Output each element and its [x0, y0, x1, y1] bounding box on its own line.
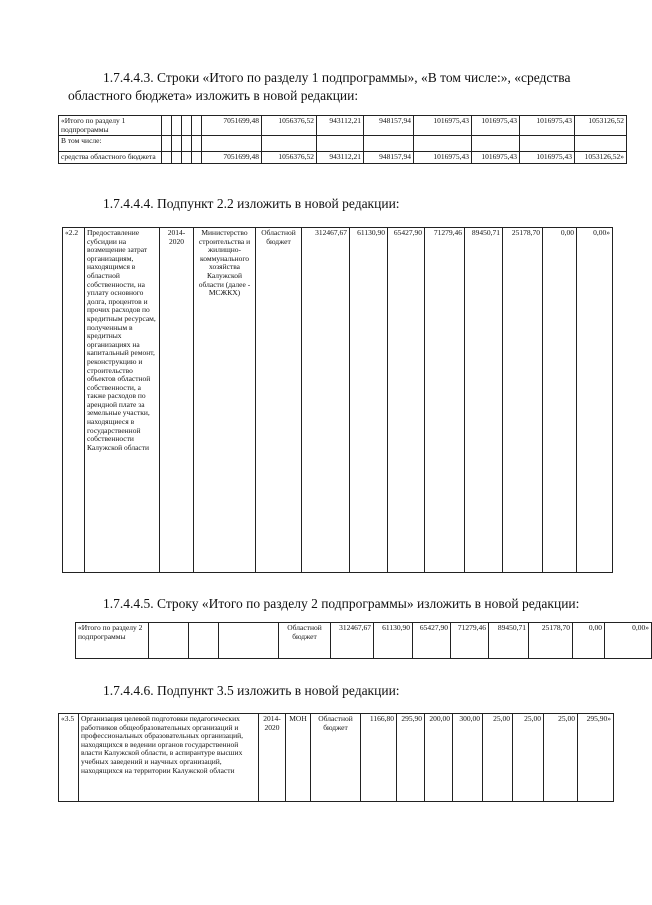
value-cell: 1056376,52: [262, 116, 317, 136]
table-row: [59, 116, 627, 136]
paragraph-1-7-4-4-5: 1.7.4.4.5. Строку «Итого по разделу 2 подпрограммы» изложить в новой редакции:: [103, 596, 580, 611]
value-cell: 0,00»: [577, 228, 613, 573]
value-cell: 7051699,48: [202, 152, 262, 164]
table-row: [59, 714, 614, 802]
value-cell: 1053126,52: [575, 116, 627, 136]
value-cell: 65427,90: [413, 623, 451, 659]
value-cell: 1053126,52»: [575, 152, 627, 164]
value-cell: 1056376,52: [262, 152, 317, 164]
value-cell: 200,00: [425, 714, 453, 802]
value-cell: 25178,70: [529, 623, 573, 659]
value-cell: 25178,70: [503, 228, 543, 573]
paragraph-1-7-4-4-3-line1: 1.7.4.4.3. Строки «Итого по разделу 1 подпрограммы», «В том числе:», «средства: [103, 70, 571, 85]
item-number: «3.5: [59, 714, 79, 802]
value-cell: 1016975,43: [472, 116, 520, 136]
value-cell: 0,00»: [605, 623, 652, 659]
value-cell: 0,00: [543, 228, 577, 573]
value-cell: 71279,46: [425, 228, 465, 573]
item-source: Областной бюджет: [256, 228, 302, 573]
value-cell: 295,90»: [578, 714, 614, 802]
row-label: средства областного бюджета: [59, 152, 162, 164]
value-cell: 300,00: [453, 714, 483, 802]
value-cell: 943112,21: [317, 152, 364, 164]
item-source: Областной бюджет: [311, 714, 361, 802]
table-row: [76, 623, 652, 659]
value-cell: 89450,71: [489, 623, 529, 659]
value-cell: 25,00: [513, 714, 544, 802]
value-cell: 312467,67: [302, 228, 350, 573]
row-label: В том числе:: [59, 136, 162, 152]
table-totals-section-2: [75, 622, 652, 659]
item-name: Организация целевой подготовки педагогических работников общеобразовательных организаций и профессиональных образовательных организаций, находящихся в ведении органов государственной власти Калужской области, в аспирантуре высших учебных заведений и научных организаций, находящихся на территории Калужской области: [79, 714, 259, 802]
value-cell: 948157,94: [364, 152, 414, 164]
value-cell: 1166,80: [361, 714, 397, 802]
item-executor: МОН: [286, 714, 311, 802]
value-cell: 312467,67: [331, 623, 374, 659]
item-name: Предоставление субсидии на возмещение затрат организациям, находящимся в областной собственности, на уплату основного долга, процентов и прочих расходов по кредитным ресурсам, полученным в кредитных организациях на капитальный ремонт, реконструкцию и строительство объектов областной собственности, а также расходов по арендной плате за земельные участки, находящиеся в государственной собственности Калужской области: [85, 228, 160, 573]
value-cell: 65427,90: [388, 228, 425, 573]
table-subitem-2-2: [62, 227, 613, 573]
item-period: 2014-2020: [160, 228, 194, 573]
value-cell: 1016975,43: [414, 116, 472, 136]
value-cell: 1016975,43: [414, 152, 472, 164]
paragraph-1-7-4-4-6: 1.7.4.4.6. Подпункт 3.5 изложить в новой редакции:: [103, 683, 400, 698]
value-cell: 1016975,43: [520, 152, 575, 164]
value-cell: 61130,90: [350, 228, 388, 573]
value-cell: 0,00: [573, 623, 605, 659]
row-label: «Итого по разделу 1 подпрограммы: [59, 116, 162, 136]
value-cell: 1016975,43: [472, 152, 520, 164]
value-cell: 948157,94: [364, 116, 414, 136]
table-row: [59, 136, 627, 152]
table-row: [59, 152, 627, 164]
value-cell: 61130,90: [374, 623, 413, 659]
paragraph-1-7-4-4-4: 1.7.4.4.4. Подпункт 2.2 изложить в новой редакции:: [103, 196, 400, 211]
value-cell: 295,90: [397, 714, 425, 802]
item-period: 2014-2020: [259, 714, 286, 802]
value-cell: 71279,46: [451, 623, 489, 659]
value-cell: 25,00: [544, 714, 578, 802]
paragraph-1-7-4-4-3-line2: областного бюджета» изложить в новой редакции:: [68, 88, 359, 103]
value-cell: 89450,71: [465, 228, 503, 573]
item-source: Областной бюджет: [279, 623, 331, 659]
table-subitem-3-5: [58, 713, 614, 802]
value-cell: 7051699,48: [202, 116, 262, 136]
item-number: «2.2: [63, 228, 85, 573]
item-executor: Министерство строительства и жилищно-коммунального хозяйства Калужской области (далее - МСЖКХ): [194, 228, 256, 573]
row-label: «Итого по разделу 2 подпрограммы: [76, 623, 149, 659]
table-row: [63, 228, 613, 573]
value-cell: 943112,21: [317, 116, 364, 136]
value-cell: 1016975,43: [520, 116, 575, 136]
table-totals-section-1: [58, 115, 627, 164]
value-cell: 25,00: [483, 714, 513, 802]
